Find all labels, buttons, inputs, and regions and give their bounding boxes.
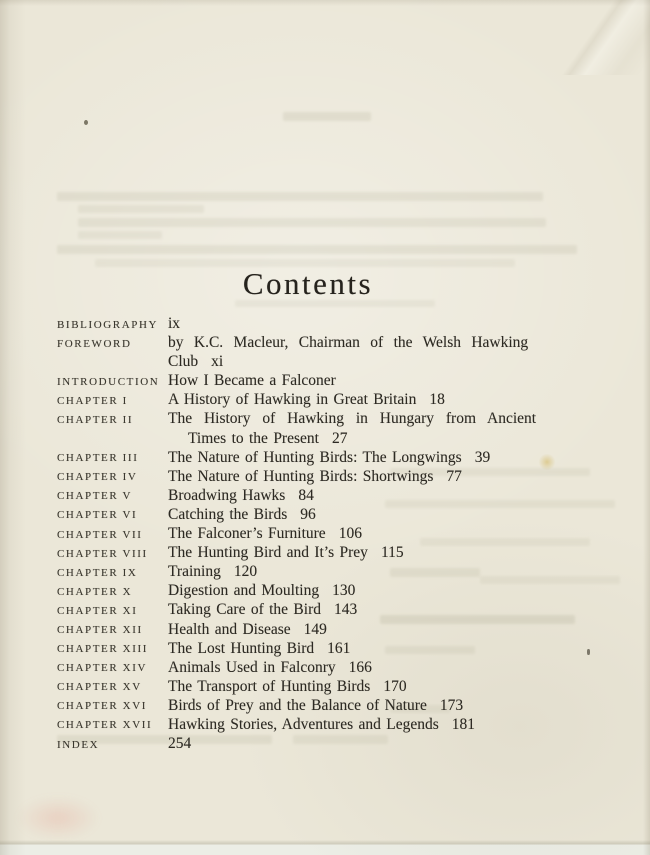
- toc-entry-label: CHAPTER XVI: [57, 700, 148, 713]
- toc-row: [57, 581, 590, 600]
- toc-entry-label: [57, 354, 168, 373]
- toc-entry-title: [168, 467, 590, 486]
- toc-entry-text: Hawking Stories, Adventures and Legends: [168, 715, 439, 733]
- toc-entry-page-number: 254: [168, 735, 192, 753]
- toc-entry-label: CHAPTER VI: [57, 509, 138, 522]
- toc-row: [57, 562, 590, 581]
- toc-row: [57, 429, 590, 448]
- toc-row: [57, 448, 590, 467]
- toc-entry-text: The Lost Hunting Bird: [168, 639, 315, 657]
- ink-speck: [84, 120, 88, 125]
- toc-entry-title: [168, 620, 590, 639]
- toc-entry-label: CHAPTER XI: [57, 604, 138, 617]
- toc-row: [57, 409, 590, 428]
- toc-entry-label: CHAPTER V: [57, 490, 133, 503]
- toc-row: [57, 314, 590, 333]
- toc-entry-title: [168, 600, 590, 619]
- toc-row: [57, 505, 590, 524]
- toc-entry-page-number: 161: [327, 639, 351, 657]
- toc-entry-title: [168, 486, 590, 505]
- page-title: Contents: [242, 266, 374, 301]
- toc-entry-label: CHAPTER XIII: [57, 643, 149, 656]
- toc-entry-label: CHAPTER III: [57, 452, 139, 465]
- toc-entry-text: by K.C. Macleur, Chairman of the Welsh Hawking: [168, 334, 529, 352]
- bleed-through-line: [78, 205, 204, 213]
- toc-row: [57, 600, 590, 619]
- toc-row: [57, 467, 590, 486]
- toc-entry-label: INTRODUCTION: [57, 375, 160, 388]
- table-of-contents: [57, 314, 590, 753]
- toc-entry-label: CHAPTER XII: [57, 624, 143, 636]
- toc-row: [57, 543, 590, 562]
- toc-row: [57, 390, 590, 409]
- toc-entry-text: Animals Used in Falconry: [168, 658, 336, 676]
- toc-entry-title: [168, 524, 590, 543]
- toc-entry-title: [168, 352, 590, 371]
- page-corner-crease: [510, 0, 650, 75]
- toc-row: [57, 333, 590, 352]
- toc-entry-title: [168, 581, 590, 600]
- toc-entry-page-number: 166: [348, 658, 372, 676]
- toc-row: [57, 715, 590, 734]
- toc-entry-title: [168, 429, 590, 448]
- toc-row: [57, 639, 590, 658]
- toc-entry-title: [168, 390, 590, 409]
- toc-entry-page-number: 96: [300, 505, 316, 523]
- toc-entry-label: CHAPTER II: [57, 413, 134, 426]
- bleed-through-line: [235, 300, 435, 307]
- toc-row: [57, 524, 590, 543]
- toc-entry-title: [168, 314, 590, 333]
- toc-entry-text: Broadwing Hawks: [168, 486, 286, 504]
- toc-row: [57, 658, 590, 677]
- bleed-through-line: [78, 218, 546, 227]
- toc-entry-page-number: 115: [380, 544, 404, 562]
- toc-entry-label: CHAPTER VIII: [57, 547, 148, 560]
- toc-entry-title: [168, 505, 590, 524]
- toc-entry-title: [168, 715, 590, 734]
- toc-entry-text: Times to the Present: [188, 429, 319, 447]
- toc-entry-page-number: ix: [168, 315, 181, 332]
- toc-entry-title: [168, 677, 590, 696]
- toc-row: [57, 677, 590, 696]
- toc-entry-text: Digestion and Moulting: [168, 582, 320, 600]
- toc-entry-label: [57, 430, 168, 449]
- toc-entry-page-number: 120: [233, 563, 258, 581]
- toc-entry-text: Training: [168, 563, 221, 581]
- toc-entry-label: CHAPTER IV: [57, 471, 138, 484]
- toc-entry-page-number: 181: [451, 715, 475, 733]
- toc-entry-text: Club: [168, 353, 199, 371]
- toc-entry-page-number: 143: [334, 601, 358, 619]
- toc-entry-title: [168, 658, 590, 677]
- toc-entry-page-number: 130: [332, 582, 356, 600]
- toc-entry-title: [168, 448, 590, 467]
- toc-entry-label: INDEX: [57, 738, 100, 751]
- toc-entry-text: Birds of Prey and the Balance of Nature: [168, 696, 427, 714]
- toc-entry-text: The Transport of Hunting Birds: [168, 677, 371, 695]
- toc-entry-text: A History of Hawking in Great Britain: [168, 391, 417, 409]
- toc-entry-page-number: 173: [439, 696, 464, 714]
- toc-entry-label: CHAPTER I: [57, 394, 128, 407]
- toc-entry-title: [168, 639, 590, 658]
- toc-entry-page-number: 18: [429, 391, 445, 409]
- toc-entry-label: CHAPTER XIV: [57, 662, 148, 675]
- toc-entry-title: [168, 333, 590, 352]
- toc-entry-title: [168, 409, 590, 428]
- bleed-through-line: [57, 245, 577, 254]
- toc-entry-page-number: xi: [211, 353, 224, 371]
- toc-row: [57, 696, 590, 715]
- toc-entry-label: CHAPTER IX: [57, 566, 138, 579]
- toc-row: [57, 486, 590, 505]
- toc-entry-label: BIBLIOGRAPHY: [57, 318, 159, 331]
- toc-entry-text: The Hunting Bird and It’s Prey: [168, 544, 368, 562]
- toc-entry-title: [168, 696, 590, 715]
- toc-entry-label: CHAPTER XV: [57, 681, 142, 694]
- toc-row: [57, 620, 590, 639]
- toc-entry-label: FOREWORD: [57, 337, 132, 350]
- toc-entry-text: The Nature of Hunting Birds: The Longwings: [168, 448, 462, 466]
- toc-entry-title: [168, 734, 590, 753]
- toc-entry-text: The Falconer’s Furniture: [168, 525, 326, 543]
- bleed-through-line: [57, 192, 543, 201]
- toc-entry-title: [168, 562, 590, 581]
- toc-entry-text: Catching the Birds: [168, 505, 288, 523]
- toc-row: [57, 352, 590, 371]
- toc-entry-label: CHAPTER X: [57, 585, 133, 598]
- toc-row: [57, 371, 590, 390]
- toc-entry-text: The History of Hawking in Hungary from Ancient: [168, 410, 537, 428]
- toc-entry-title: [168, 371, 590, 390]
- toc-row: [57, 734, 590, 753]
- toc-entry-label: CHAPTER VII: [57, 528, 143, 541]
- paper-smudge: [16, 796, 100, 840]
- toc-entry-page-number: 77: [446, 467, 462, 485]
- toc-entry-text: Health and Disease: [168, 620, 291, 638]
- toc-entry-page-number: 84: [298, 486, 314, 504]
- toc-entry-page-number: 106: [338, 525, 362, 543]
- toc-entry-page-number: 39: [474, 448, 491, 466]
- toc-entry-title: [168, 543, 590, 562]
- toc-entry-text: Taking Care of the Bird: [168, 601, 321, 619]
- bleed-through-line: [78, 231, 162, 239]
- bleed-through-line: [283, 112, 371, 121]
- toc-entry-text: The Nature of Hunting Birds: Shortwings: [168, 467, 434, 485]
- toc-entry-text: How I Became a Falconer: [168, 372, 336, 390]
- toc-entry-page-number: 170: [383, 677, 407, 695]
- toc-entry-page-number: 149: [303, 620, 327, 638]
- toc-entry-label: CHAPTER XVII: [57, 719, 153, 732]
- toc-entry-page-number: 27: [331, 429, 348, 447]
